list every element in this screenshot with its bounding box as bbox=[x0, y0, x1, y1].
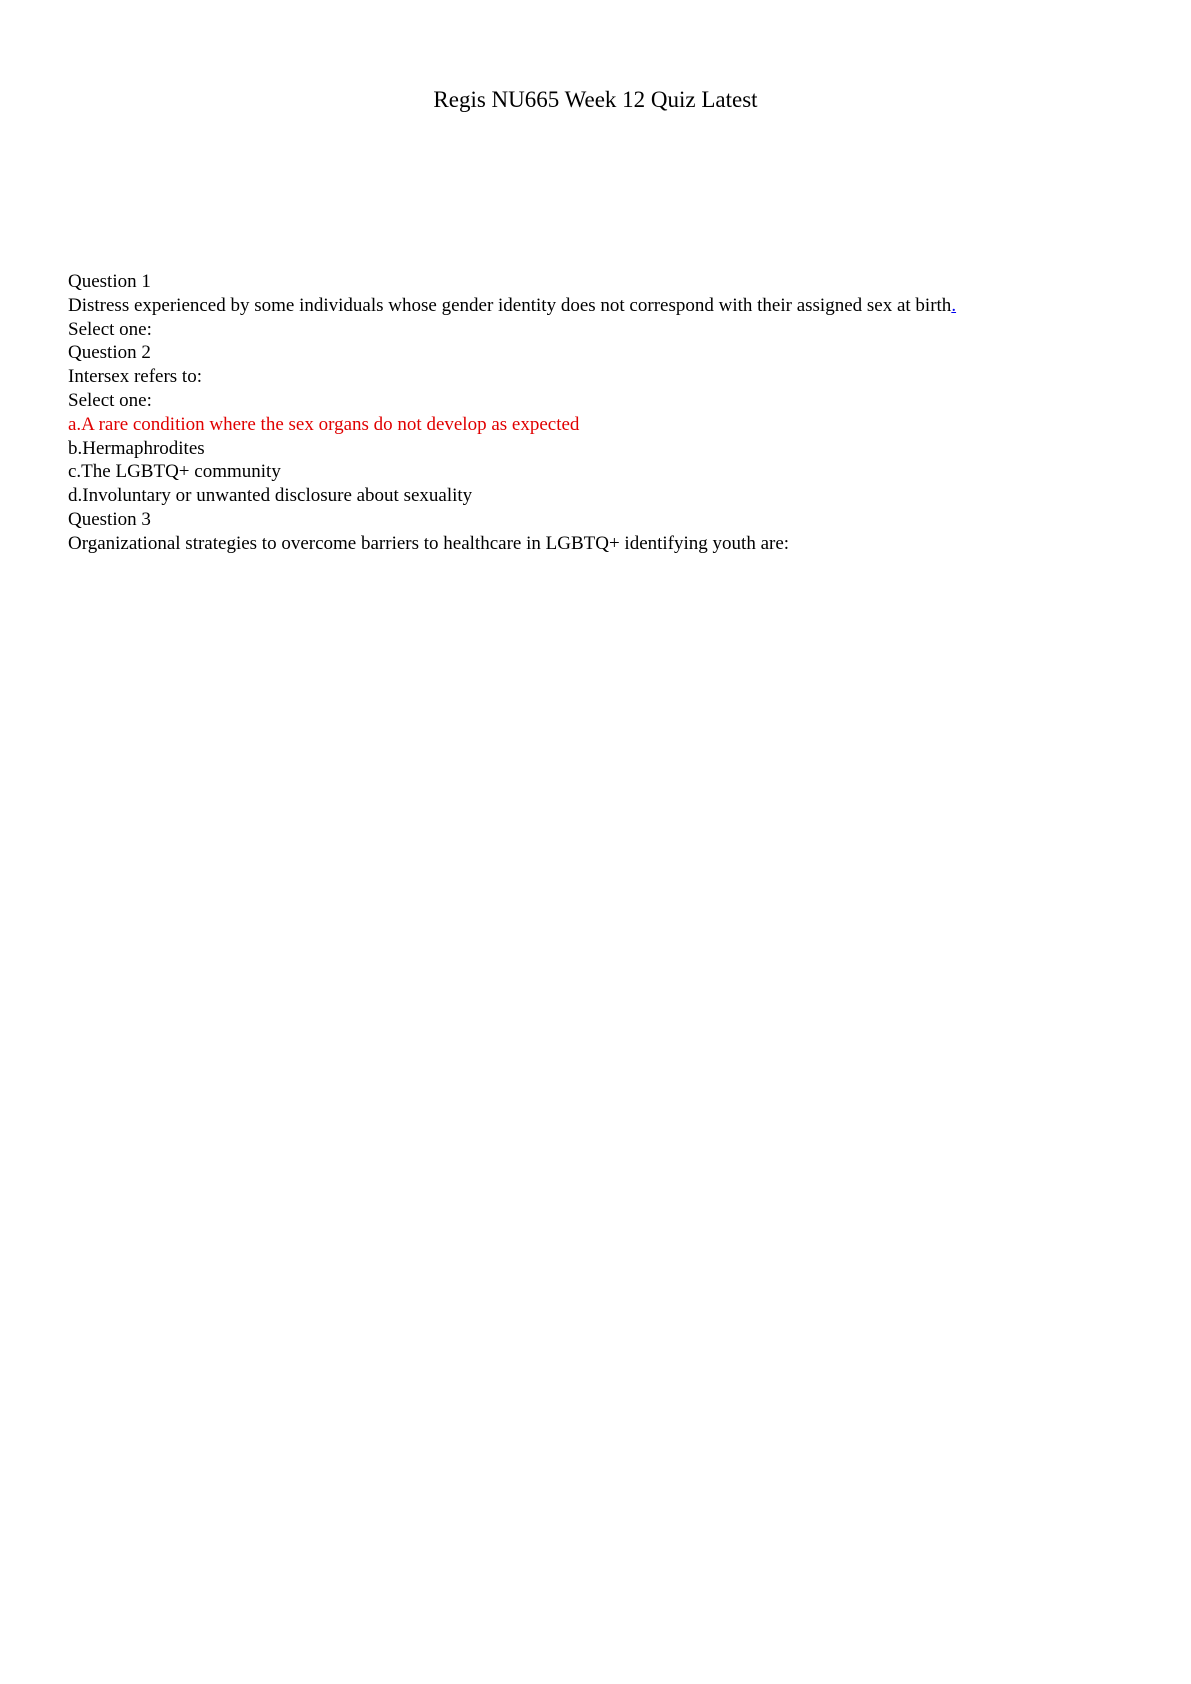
question-2-prompt: Intersex refers to: bbox=[68, 366, 202, 388]
question-2-option-a: a.A rare condition where the sex organs do not develop as expected bbox=[68, 413, 580, 435]
question-3-prompt: Organizational strategies to overcome barriers to healthcare in LGBTQ+ identifying youth are: bbox=[68, 532, 790, 554]
question-1-prompt bbox=[68, 294, 1148, 318]
quiz-body bbox=[68, 270, 1148, 556]
question-2-instruction: Select one: bbox=[68, 389, 152, 411]
question-1-prompt-text: Distress experienced by some individuals whose gender identity does not correspond with their assigned sex at birth bbox=[68, 294, 952, 316]
question-1-heading: Question 1 bbox=[68, 271, 151, 292]
question-3-heading: Question 3 bbox=[68, 508, 151, 530]
question-1-instruction: Select one: bbox=[68, 318, 152, 340]
question-2-option-d: d.Involuntary or unwanted disclosure about sexuality bbox=[68, 485, 473, 507]
document-title: Regis NU665 Week 12 Quiz Latest bbox=[433, 87, 758, 112]
question-2-option-b: b.Hermaphrodites bbox=[68, 437, 205, 459]
question-2-heading: Question 2 bbox=[68, 342, 151, 364]
question-2-option-c: c.The LGBTQ+ community bbox=[68, 461, 281, 483]
question-1-prompt-link[interactable]: . bbox=[951, 294, 957, 316]
